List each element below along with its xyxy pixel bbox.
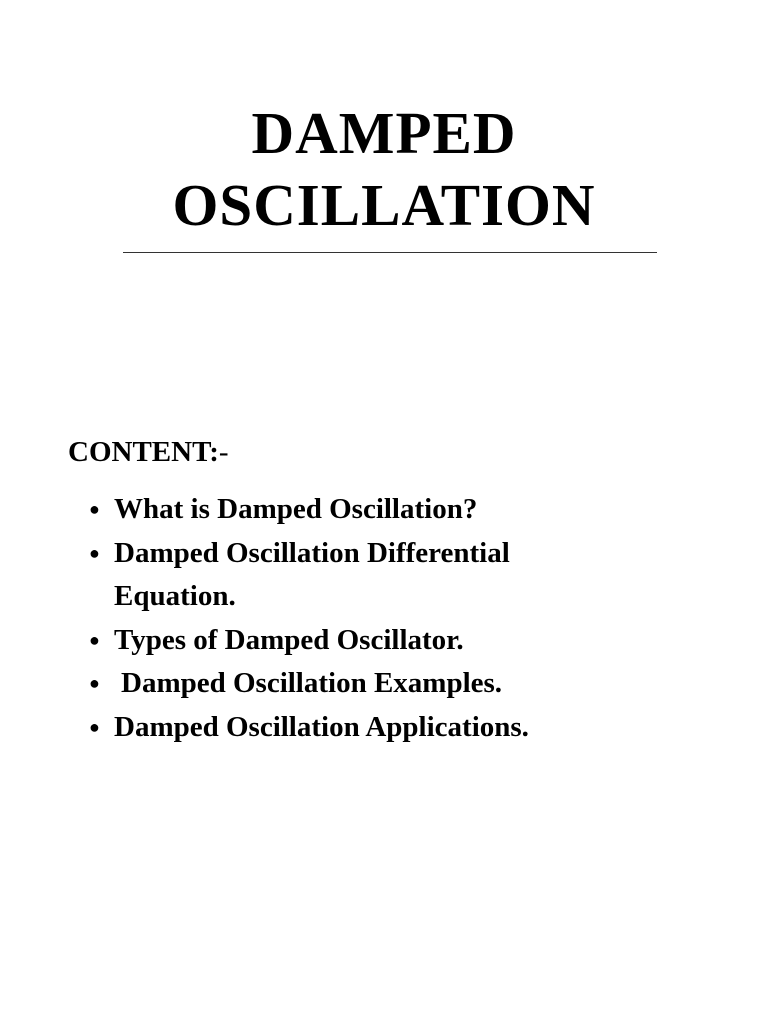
bullet-icon: ● [89, 716, 100, 737]
title-line-1: DAMPED [251, 100, 517, 166]
title-underline-divider [123, 252, 657, 253]
list-item-text: Damped Oscillation Differential [114, 536, 510, 569]
bullet-icon: ● [89, 629, 100, 650]
bullet-icon: ● [89, 673, 100, 693]
list-item [86, 662, 726, 706]
bullet-icon: ● [89, 499, 100, 519]
list-item-text: What is Damped Oscillation? [114, 493, 478, 525]
bullet-icon: ● [89, 542, 100, 563]
content-heading [68, 432, 229, 472]
contents-list [86, 488, 726, 749]
list-item-text: Damped Oscillation Examples. [121, 667, 503, 699]
content-heading-label: CONTENT: [68, 436, 219, 468]
list-item-text: Types of Damped Oscillator. [114, 623, 464, 656]
title-line-2: OSCILLATION [172, 172, 596, 238]
document-title [0, 97, 768, 241]
list-item [86, 488, 726, 532]
list-item [86, 619, 726, 663]
list-item-text-continued: Equation. [114, 580, 236, 612]
content-heading-dash: - [218, 436, 229, 468]
list-item [86, 706, 726, 750]
list-item [86, 532, 726, 619]
list-item-text: Damped Oscillation Applications. [114, 710, 529, 743]
